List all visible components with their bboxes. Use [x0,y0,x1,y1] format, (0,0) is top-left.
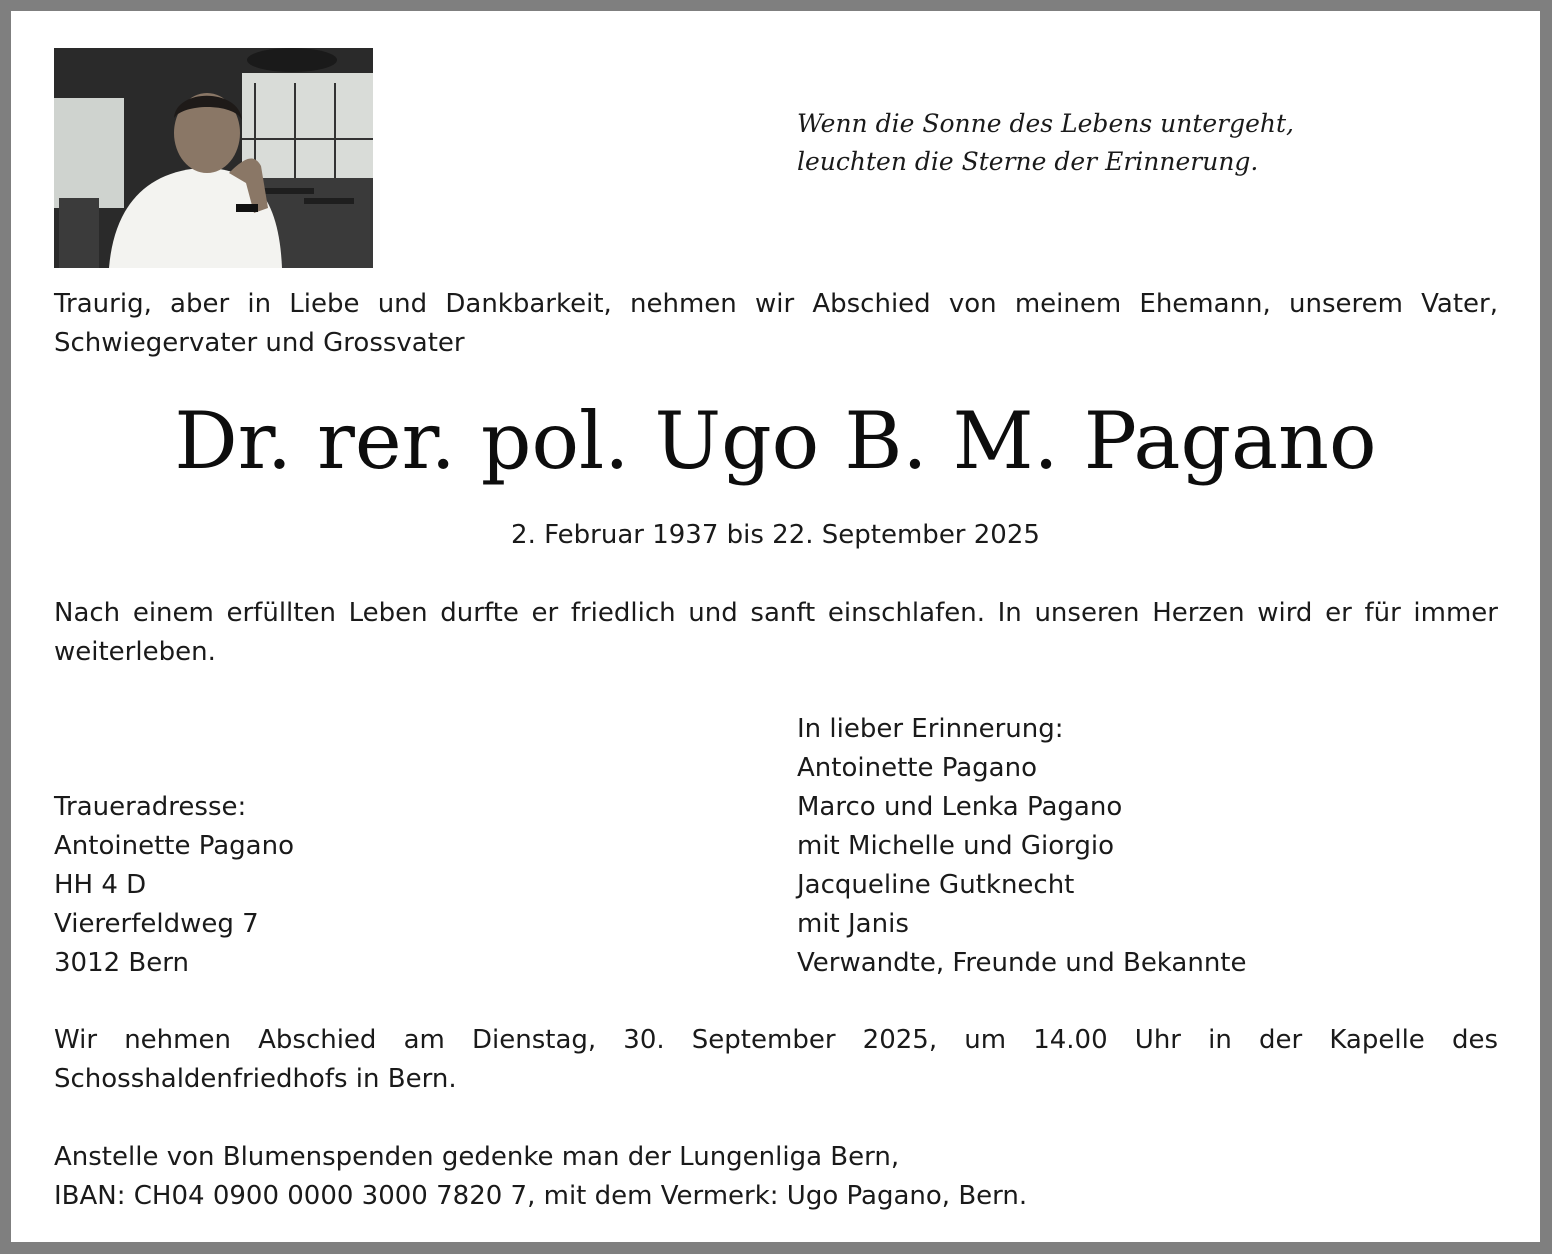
memorial-quote-line: Wenn die Sonne des Lebens untergeht, [797,109,1294,138]
afterlife-text: Nach einem erfüllten Leben durfte er friedlich und sanft einschlafen. In unseren Herzen wird er für immer weiterleben. [54,598,1498,667]
family-member: Marco und Lenka Pagano [797,792,1123,822]
obituary-page [11,11,1540,1242]
family-member: Jacqueline Gutknecht [797,870,1075,900]
address-street: Viererfeldweg 7 [54,909,259,939]
family-member: mit Janis [797,909,909,939]
address-label: Traueradresse: [54,792,247,822]
donation-notice [54,1138,1027,1216]
portrait-photo-icon [54,48,373,268]
funeral-notice: Wir nehmen Abschied am Dienstag, 30. September 2025, um 14.00 Uhr in der Kapelle des Schosshaldenfriedhofs in Bern. [54,1025,1498,1094]
family-member: Antoinette Pagano [797,753,1037,783]
family-heading: In lieber Erinnerung: [797,714,1064,744]
intro-text: Traurig, aber in Liebe und Dankbarkeit, nehmen wir Abschied von meinem Ehemann, unserem Vater, Schwiegervater und Grossvater [54,289,1498,358]
mourning-address [54,788,294,983]
family-member: Verwandte, Freunde und Bekannte [797,948,1247,978]
life-dates: 2. Februar 1937 bis 22. September 2025 [511,520,1040,550]
memorial-quote [797,105,1294,181]
family-list [797,710,1247,983]
deceased-name: Dr. rer. pol. Ugo B. M. Pagano [174,395,1377,487]
address-city: 3012 Bern [54,948,189,978]
address-line: HH 4 D [54,870,147,900]
donation-line: Anstelle von Blumenspenden gedenke man der Lungenliga Bern, [54,1142,900,1172]
family-member: mit Michelle und Giorgio [797,831,1115,861]
portrait-photo [54,48,373,268]
memorial-quote-line: leuchten die Sterne der Erinnerung. [797,147,1259,176]
donation-iban: IBAN: CH04 0900 0000 3000 7820 7, mit dem Vermerk: Ugo Pagano, Bern. [54,1181,1028,1211]
address-name: Antoinette Pagano [54,831,294,861]
